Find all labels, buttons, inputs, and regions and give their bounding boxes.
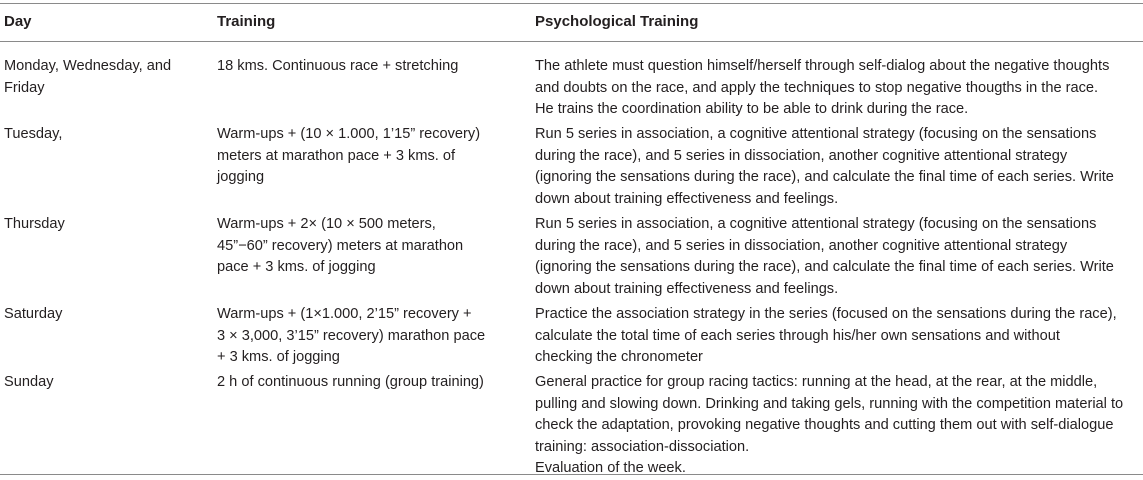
cell-text: training: association-dissociation.	[535, 438, 750, 455]
cell-text: Warm-ups + (1×1.000, 2’15” recovery +	[217, 306, 472, 322]
cell-text: (ignoring the sensations during the race), and calculate the final time of each series. Write	[535, 259, 1114, 275]
cell-text: 2 h of continuous running (group training)	[217, 374, 484, 390]
table-row-3-day	[4, 304, 204, 326]
table-row-1-day	[4, 124, 204, 146]
cell-text: check the adaptation, provoking negative thoughts and cutting them out with self-dialogue	[535, 417, 1114, 433]
table-row-2-psych	[535, 214, 1141, 300]
cell-text: 45”−60” recovery) meters at marathon	[217, 237, 464, 254]
cell-text: General practice for group racing tactics: running at the head, at the rear, at the middle,	[535, 374, 1098, 390]
cell-text: during the race), and 5 series in dissociation, another cognitive attentional strategy	[535, 147, 1068, 164]
cell-text: 3 × 3,000, 3’15” recovery) marathon pace	[217, 327, 486, 344]
cell-text: pace + 3 kms. of jogging	[217, 259, 376, 275]
table-header-rule	[0, 41, 1143, 42]
cell-text: pulling and slowing down. Drinking and taking gels, running with the competition material to	[535, 395, 1124, 412]
cell-text: down about training effectiveness and feelings.	[535, 280, 839, 297]
table-row-4-day	[4, 372, 204, 394]
cell-text: Monday, Wednesday, and	[4, 58, 172, 74]
cell-text: Run 5 series in association, a cognitive attentional strategy (focusing on the sensations	[535, 126, 1097, 142]
cell-text: during the race), and 5 series in dissociation, another cognitive attentional strategy	[535, 237, 1068, 254]
table-row-3-training	[217, 304, 517, 369]
cell-text: Practice the association strategy in the series (focused on the sensations during the race),	[535, 306, 1117, 322]
table-row-1-psych	[535, 124, 1141, 210]
cell-text: meters at marathon pace + 3 kms. of	[217, 147, 456, 164]
table-top-rule	[0, 3, 1143, 4]
header-training: Training	[217, 13, 276, 30]
cell-text: + 3 kms. of jogging	[217, 349, 340, 365]
cell-text: (ignoring the sensations during the race), and calculate the final time of each series. Write	[535, 169, 1114, 185]
table-row-3-psych	[535, 304, 1141, 369]
cell-text: Warm-ups + (10 × 1.000, 1’15” recovery)	[217, 126, 481, 142]
cell-text: Sunday	[4, 374, 54, 390]
cell-text: calculate the total time of each series through his/her own sensations and without	[535, 327, 1060, 344]
cell-text: He trains the coordination ability to be able to drink during the race.	[535, 101, 969, 117]
cell-text: Run 5 series in association, a cognitive attentional strategy (focusing on the sensations	[535, 216, 1097, 232]
cell-text: Evaluation of the week.	[535, 460, 686, 476]
cell-text: Thursday	[4, 216, 65, 232]
cell-text: The athlete must question himself/herself through self-dialog about the negative thoughts	[535, 58, 1110, 74]
table-row-4-training	[217, 372, 517, 394]
table-row-2-training	[217, 214, 517, 279]
cell-text: 18 kms. Continuous race + stretching	[217, 58, 459, 74]
header-day: Day	[4, 13, 32, 30]
cell-text: down about training effectiveness and feelings.	[535, 190, 839, 207]
table-row-0-training	[217, 56, 517, 78]
cell-text: Saturday	[4, 306, 63, 322]
table-row-0-day	[4, 56, 204, 99]
cell-text: Tuesday,	[4, 126, 63, 142]
cell-text: Warm-ups + 2× (10 × 500 meters,	[217, 216, 436, 232]
table-row-2-day	[4, 214, 204, 236]
cell-text: and doubts on the race, and apply the techniques to stop negative thougths in the race.	[535, 79, 1099, 96]
header-psychological-training: Psychological Training	[535, 13, 699, 30]
table-row-0-psych	[535, 56, 1141, 121]
cell-text: Friday	[4, 79, 45, 96]
table-row-1-training	[217, 124, 517, 189]
cell-text: jogging	[217, 169, 265, 185]
cell-text: checking the chronometer	[535, 349, 703, 365]
table-row-4-psych	[535, 372, 1141, 480]
